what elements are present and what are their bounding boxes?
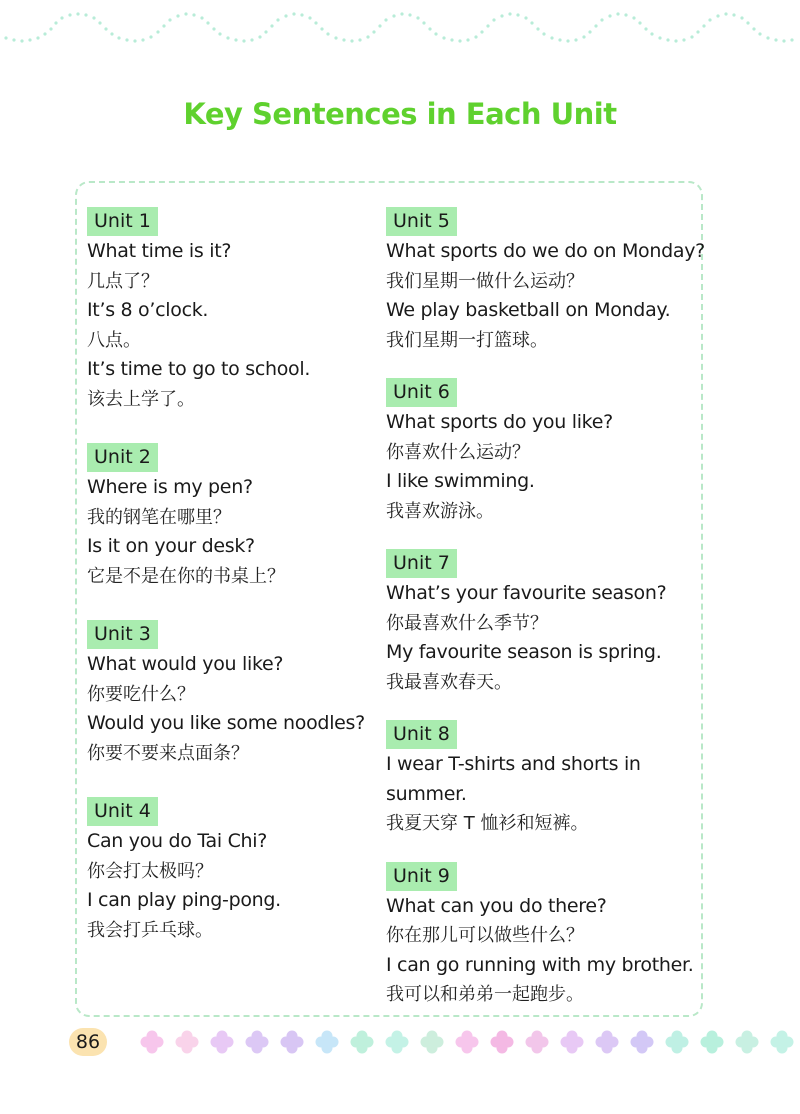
unit-tag: Unit 3 [87,620,158,649]
sentence-zh: 该去上学了。 [87,388,195,410]
page-title: Key Sentences in Each Unit [183,97,617,131]
unit-tag: Unit 7 [386,549,457,578]
sentence-en: Is it on your desk? [87,535,255,557]
unit-7-block [386,549,698,697]
right-column [386,207,705,1010]
unit-tag: Unit 1 [87,207,158,236]
sentence-en: Can you do Tai Chi? [87,830,268,852]
sentence-en: I like swimming. [386,470,535,492]
unit-8-block [386,720,698,839]
sentence-en: It’s 8 o’clock. [87,299,209,321]
sentence-en: Would you like some noodles? [87,712,365,734]
sentence-zh: 你在那儿可以做些什么？ [386,925,584,946]
unit-tag: Unit 8 [386,720,457,749]
sentence-zh: 我们星期一打篮球。 [386,329,548,351]
sentence-zh: 我可以和弟弟一起跑步。 [386,984,584,1005]
unit-tag: Unit 4 [87,797,158,826]
unit-4-block [87,797,377,945]
unit-6-block [386,378,698,526]
sentence-zh: 我的钢笔在哪里？ [87,506,231,528]
sentence-en: I can play ping-pong. [87,889,281,911]
sentence-zh: 你喜欢什么运动？ [386,441,530,463]
sentence-zh: 你要吃什么？ [87,683,195,705]
unit-5-block [386,207,705,355]
sentence-zh: 我们星期一做什么运动？ [386,270,584,292]
unit-1-block [87,207,377,414]
sentence-en: What can you do there? [386,894,607,917]
sentence-en: We play basketball on Monday. [386,299,671,321]
sentence-zh: 几点了？ [87,270,159,292]
sentence-en: summer. [386,782,467,805]
sentence-en: What’s your favourite season? [386,582,667,604]
sentence-zh: 我喜欢游泳。 [386,500,494,522]
sentence-en: Where is my pen? [87,476,253,498]
flower-border-decoration [130,1024,800,1064]
unit-9-block [386,862,698,1010]
sentence-en: I wear T-shirts and shorts in [386,753,641,775]
sentence-zh: 我会打乒乓球。 [87,919,213,941]
unit-tag: Unit 9 [386,862,457,891]
sentence-zh: 八点。 [87,329,141,351]
sentence-zh: 我夏天穿 T 恤衫和短裤。 [386,813,589,834]
unit-tag: Unit 5 [386,207,457,236]
sentence-en: What time is it? [87,240,232,262]
sentence-zh: 你要不要来点面条？ [87,742,249,764]
sentence-en: What sports do we do on Monday? [386,240,705,262]
page-number: 86 [69,1028,107,1056]
sentence-zh: 它是不是在你的书桌上？ [87,565,285,587]
unit-tag: Unit 2 [87,443,158,472]
unit-tag: Unit 6 [386,378,457,407]
sentence-zh: 你会打太极吗？ [87,860,213,882]
sentence-zh: 我最喜欢春天。 [386,671,512,693]
left-column [87,207,377,945]
unit-3-block [87,620,377,768]
sentence-en: My favourite season is spring. [386,641,662,663]
sentence-en: It’s time to go to school. [87,358,311,380]
sentence-en: What sports do you like? [386,411,613,433]
sentence-en: What would you like? [87,653,284,675]
top-dotted-border-decoration [0,0,800,50]
sentence-zh: 你最喜欢什么季节？ [386,612,548,634]
sentence-en: I can go running with my brother. [386,953,694,976]
unit-2-block [87,443,377,591]
